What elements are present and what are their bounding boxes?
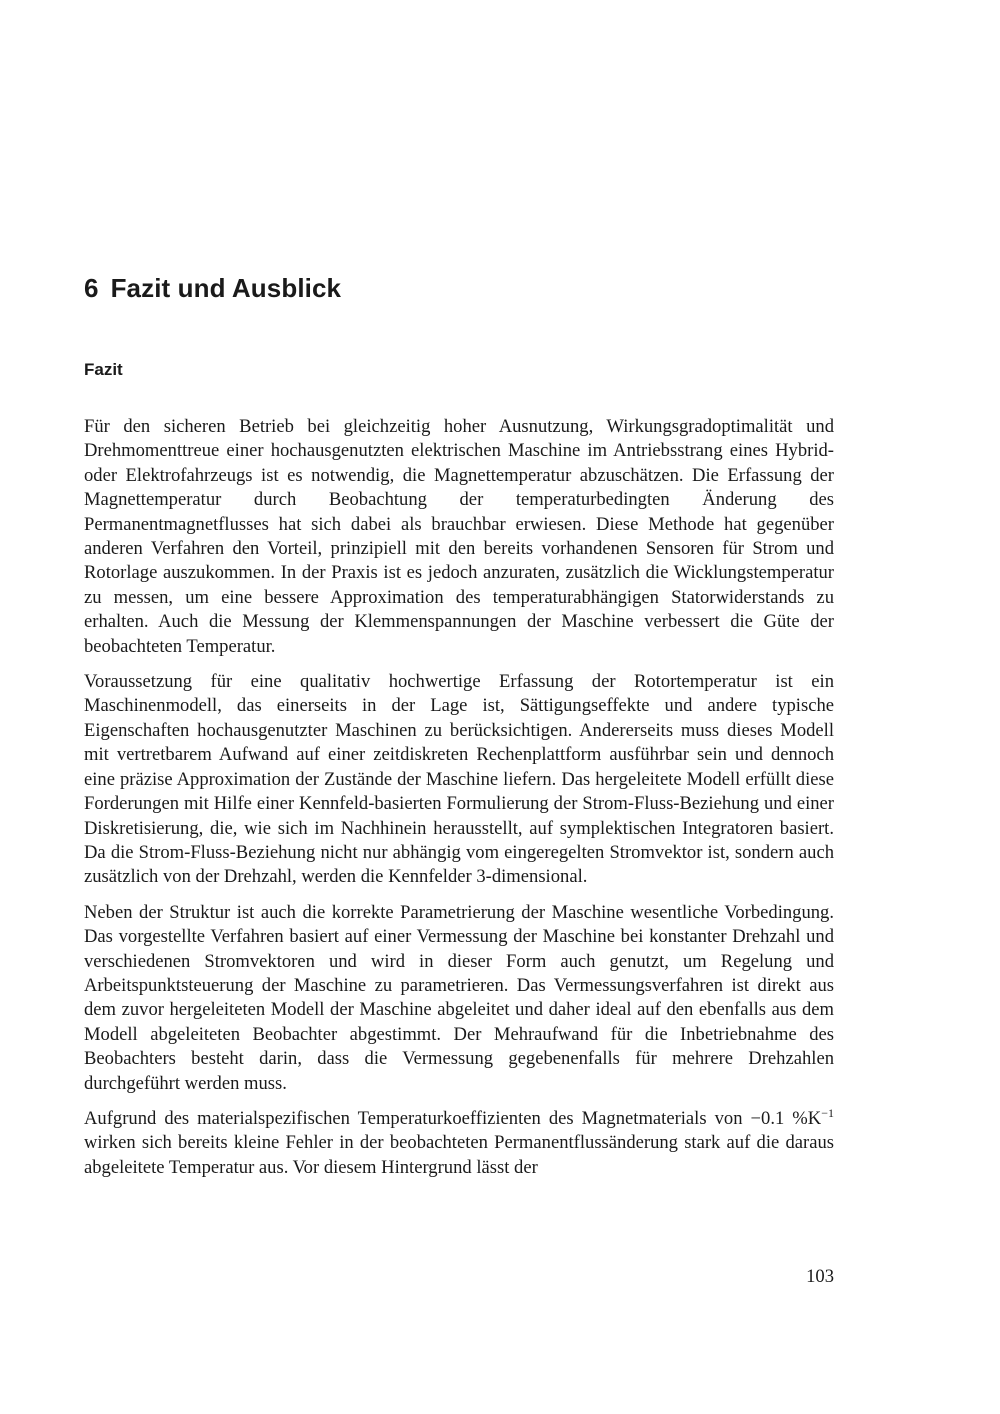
- paragraph-3: Neben der Struktur ist auch die korrekte Parametrierung der Maschine wesentliche Vorbedingung. Das vorgestellte Verfahren basiert auf einer Vermessung der Maschine bei konstanter Drehzahl und verschiedenen Stromvektoren und wird in dieser Form auch genutzt, um Regelung und Arbeitspunktsteuerung der Maschine zu parametrieren. Das Vermessungsverfahren ist direkt aus dem zuvor hergeleiteten Modell der Maschine abgeleitet und daher ideal auf den ebenfalls aus dem Modell abgeleiteten Beobachter abgestimmt. Der Mehraufwand für die Inbetriebnahme des Beobachters besteht darin, dass die Vermessung gegebenenfalls für mehrere Drehzahlen durchgeführt werden muss.: [84, 901, 834, 1094]
- chapter-number: 6: [84, 273, 99, 303]
- body-text: [84, 415, 834, 1180]
- paragraph-4: [84, 1107, 834, 1180]
- paragraph-2: Voraussetzung für eine qualitativ hochwertige Erfassung der Rotortemperatur ist ein Maschinenmodell, das einerseits in der Lage ist, Sättigungseffekte und andere typische Eigenschaften hochausgenutzter Maschinen zu berücksichtigen. Andererseits muss dieses Modell mit vertretbarem Aufwand auf einer zeitdiskreten Rechenplattform ausführbar sein und dennoch eine präzise Approximation der Zustände der Maschine liefern. Das hergeleitete Modell erfüllt diese Forderungen mit Hilfe einer Kennfeld-basierten Formulierung der Strom-Fluss-Beziehung und einer Diskretisierung, die, wie sich im Nachhinein herausstellt, auf symplektischen Integratoren basiert. Da die Strom-Fluss-Beziehung nicht nur abhängig vom eingeregelten Stromvektor ist, sondern auch zusätzlich von der Drehzahl, werden die Kennfelder 3-dimensional.: [84, 671, 834, 888]
- unit-exponent: −1: [821, 1105, 834, 1120]
- chapter-title: [84, 270, 341, 306]
- paragraph-4-end: wirken sich bereits kleine Fehler in der beobachteten Permanentflussänderung stark auf die daraus abgeleitete Temperatur aus. Vor diesem Hintergrund lässt der: [84, 1132, 834, 1178]
- chapter-title-text: Fazit und Ausblick: [110, 273, 342, 303]
- section-title: Fazit: [84, 360, 123, 379]
- paragraph-1: Für den sicheren Betrieb bei gleichzeitig hoher Ausnutzung, Wirkungsgradoptimalität und Drehmomenttreue einer hochausgenutzten elektrischen Maschine im Antriebsstrang eines Hybrid- oder Elektrofahrzeugs ist es notwendig, die Magnettemperatur abzuschätzen. Die Erfassung der Magnettemperatur durch Beobachtung der temperaturbedingten Änderung des Permanentmagnetflusses hat sich dabei als brauchbar erwiesen. Diese Methode hat gegenüber anderen Verfahren den Vorteil, prinzipiell mit den bereits vorhandenen Sensoren für Strom und Rotorlage auszukommen. In der Praxis ist es jedoch anzuraten, zusätzlich die Wicklungstemperatur zu messen, um eine bessere Approximation des temperaturabhängigen Statorwiderstands zu erhalten. Auch die Messung der Klemmenspannungen der Maschine verbessert die Güte der beobachteten Temperatur.: [84, 416, 834, 657]
- page-number: 103: [806, 1266, 834, 1287]
- paragraph-4-start: Aufgrund des materialspezifischen Temperaturkoeffizienten des Magnetmaterials von −0.1 %K: [84, 1107, 822, 1129]
